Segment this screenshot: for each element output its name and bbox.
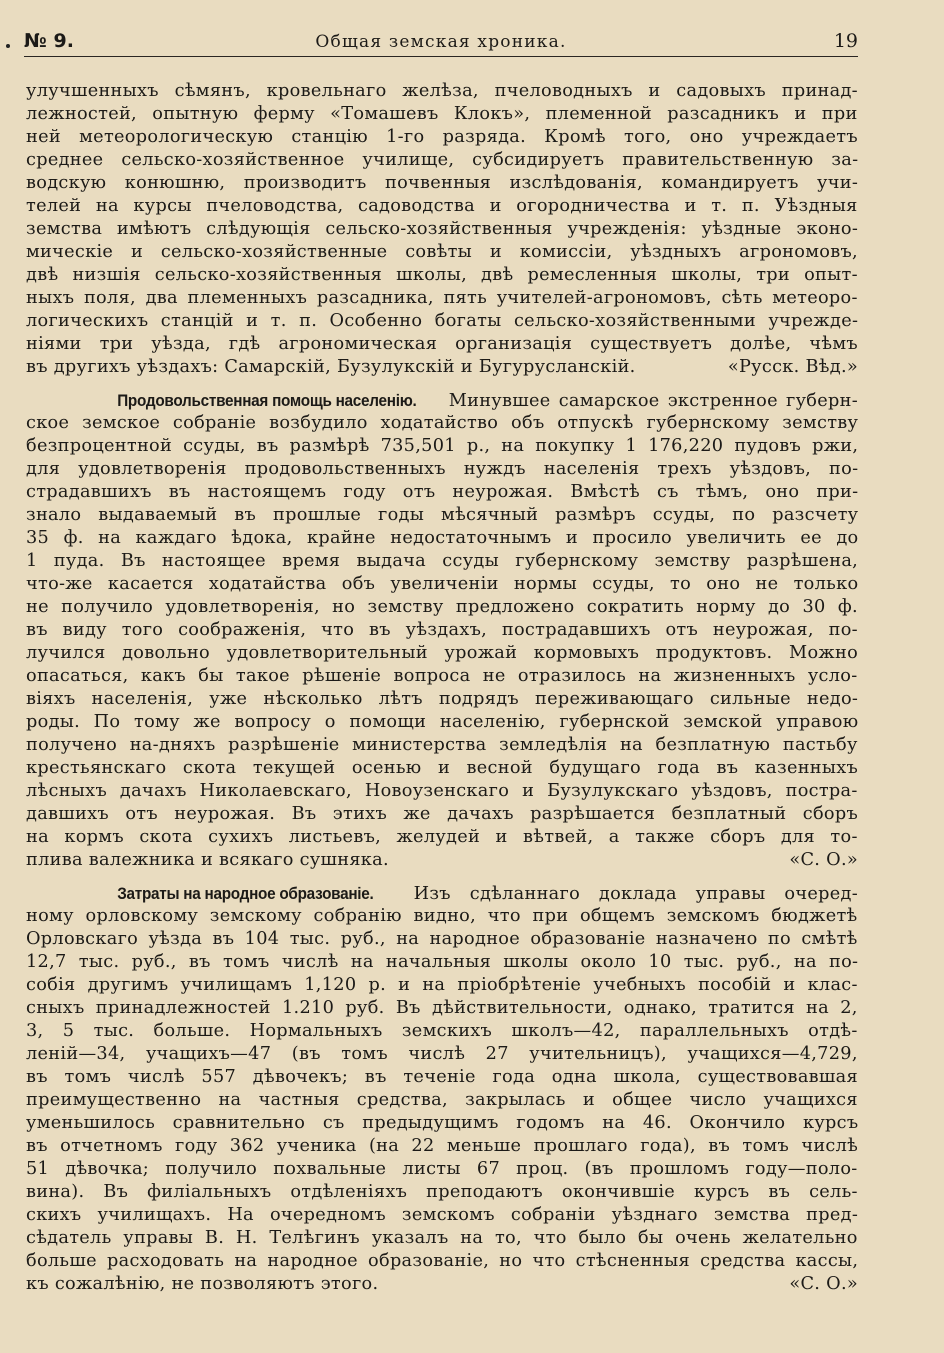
text-line: мическіе и сельско-хозяйственные совѣты и комиссіи, уѣздныхъ агрономовъ, — [26, 242, 858, 262]
text-line: страдавшихъ въ настоящемъ году отъ неурожая. Вмѣстѣ съ тѣмъ, оно при- — [26, 482, 859, 502]
text-line: ней метеорологическую станцію 1-го разряда. Кромѣ того, оно учреждаетъ — [26, 127, 858, 147]
last-line-text: къ сожалѣнію, не позволяютъ этого. — [26, 1274, 379, 1294]
text-line: не получило удовлетворенія, но земству предложено сократить норму до 30 ф. — [26, 597, 858, 617]
body-text — [26, 80, 858, 1296]
text-line: для удовлетворенія продовольственныхъ нуждъ населенія трехъ уѣздовъ, по- — [26, 459, 859, 479]
first-line-text: Изъ сдѣланнаго доклада управы очеред- — [413, 884, 858, 904]
text-line-last — [26, 1273, 858, 1296]
text-line: лежностей, опытную ферму «Томашевъ Клокъ», племенной разсадникъ и при — [26, 104, 858, 124]
text-line: въ отчетномъ году 362 ученика (на 22 меньше прошлаго года), въ томъ числѣ — [26, 1136, 859, 1156]
text-line-first — [26, 882, 858, 905]
text-line: земства имѣютъ слѣдующія сельско-хозяйственныя учрежденія: уѣздные эконо- — [26, 219, 859, 239]
text-line: знало выдаваемый въ прошлые годы мѣсячный размѣръ ссуды, по разсчету — [26, 505, 859, 525]
section-title: Общая земская хроника. — [315, 32, 567, 52]
text-line: давшихъ отъ неурожая. Въ этихъ же дачахъ разрѣшается безплатный сборъ — [26, 804, 859, 824]
text-line-last — [26, 356, 858, 379]
text-line: ское земское собраніе возбудило ходатайство объ отпускѣ губернскому земству — [26, 413, 859, 433]
last-line-text: плива валежника и всякаго сушняка. — [26, 850, 389, 870]
text-line: 12,7 тыс. руб., въ томъ числѣ на начальныя школы около 10 тыс. руб., на по- — [26, 952, 859, 972]
text-line: среднее сельско-хозяйственное училище, субсидируетъ правительственную за- — [26, 150, 859, 170]
text-line: уменьшилось сравнительно съ предыдущимъ годомъ на 46. Окончило курсъ — [26, 1113, 859, 1133]
text-line: больше расходовать на народное образованіе, но что стѣсненныя средства кассы, — [26, 1251, 859, 1271]
article-heading: Продовольственная помощь населенію. — [117, 391, 417, 410]
source-citation: «С. О.» — [789, 850, 858, 870]
text-line: ному орловскому земскому собранію видно, что при общемъ земскомъ бюджетѣ — [26, 906, 858, 926]
text-line: двѣ низшія сельско-хозяйственныя школы, двѣ ремесленныя школы, три опыт- — [26, 265, 858, 285]
text-line: 35 ф. на каждаго ѣдока, крайне недостаточнымъ и просило увеличить ее до — [26, 528, 859, 548]
text-line: Орловскаго уѣзда въ 104 тыс. руб., на народное образованіе назначено по смѣтѣ — [26, 929, 858, 949]
text-line: преимущественно на частныя средства, закрылась и общее число учащихся — [26, 1090, 858, 1110]
text-line: логическихъ станцій и т. п. Особенно богаты сельско-хозяйственными учрежде- — [26, 311, 859, 331]
text-line: опасаться, какъ бы такое рѣшеніе вопроса не отразилось на жизненныхъ усло- — [26, 666, 858, 686]
text-line: крестьянскаго скота текущей осенью и весной будущаго года въ казенныхъ — [26, 758, 859, 778]
text-line: въ томъ числѣ 557 дѣвочекъ; въ теченіе года одна школа, существовавшая — [26, 1067, 858, 1087]
text-line: віяхъ населенія, уже нѣсколько лѣтъ подрядъ переживающаго сильные недо- — [26, 689, 859, 709]
text-line: получено на-дняхъ разрѣшеніе министерства земледѣлія на безплатную пастьбу — [26, 735, 858, 755]
text-line: собія другимъ училищамъ 1,120 р. и на пріобрѣтеніе учебныхъ пособій и клас- — [26, 975, 858, 995]
page-mark — [6, 44, 10, 48]
text-line: ніями три уѣзда, гдѣ агрономическая организація существуетъ долѣе, чѣмъ — [26, 334, 858, 354]
last-line-text: въ другихъ уѣздахъ: Самарскій, Бузулукскій и Бугурусланскій. — [26, 357, 636, 377]
text-line: ныхъ поля, два племенныхъ разсадника, пять учителей-агрономовъ, сѣть метеоро- — [26, 288, 858, 308]
text-line: въ виду того соображенія, что въ уѣздахъ, пострадавшихъ отъ неурожая, по- — [26, 620, 858, 640]
paragraph-2 — [26, 389, 858, 872]
text-line: 3, 5 тыс. больше. Нормальныхъ земскихъ школъ—42, параллельныхъ отдѣ- — [26, 1021, 858, 1041]
first-line-text: Минувшее самарское экстренное губерн- — [448, 391, 858, 411]
text-line: телей на курсы пчеловодства, садоводства и огородничества и т. п. Уѣздныя — [26, 196, 858, 216]
text-line: сѣдатель управы В. Н. Телѣгинъ указалъ на то, что было бы очень желательно — [26, 1228, 858, 1248]
text-line-last — [26, 849, 858, 872]
text-line: на кормъ скота сухихъ листьевъ, желудей и вѣтвей, а также сборъ для то- — [26, 827, 858, 847]
text-line-first — [26, 389, 858, 412]
text-line: безпроцентной ссуды, въ размѣрѣ 735,501 р., на покупку 1 176,220 пудовъ ржи, — [26, 436, 859, 456]
paragraph-3 — [26, 882, 858, 1296]
text-line: вина). Въ филіальныхъ отдѣленіяхъ преподаютъ окончившіе курсъ въ сель- — [26, 1182, 858, 1202]
text-line: скихъ училищахъ. На очередномъ земскомъ собраніи уѣзднаго земства пред- — [26, 1205, 859, 1225]
issue-number: № 9. — [24, 30, 74, 52]
text-line: 1 пуда. Въ настоящее время выдача ссуды губернскому земству разрѣшена, — [26, 551, 859, 571]
paragraph-1 — [26, 80, 858, 379]
source-citation: «С. О.» — [789, 1274, 858, 1294]
text-line: сныхъ принадлежностей 1.210 руб. Въ дѣйствительности, однако, тратится на 2, — [26, 998, 858, 1018]
text-line: роды. По тому же вопросу о помощи населенію, губернской земской управою — [26, 712, 859, 732]
text-line: что-же касается ходатайства объ увеличеніи нормы ссуды, то оно не только — [26, 574, 859, 594]
text-line: улучшенныхъ сѣмянъ, кровельнаго желѣза, пчеловодныхъ и садовыхъ принад- — [26, 81, 858, 101]
source-citation: «Русск. Вѣд.» — [727, 357, 858, 377]
text-line: водскую конюшню, производитъ почвенныя изслѣдованія, командируетъ учи- — [26, 173, 859, 193]
text-line: леній—34, учащихъ—47 (въ томъ числѣ 27 учительницъ), учащихся—4,729, — [26, 1044, 858, 1064]
text-line: лучился довольно удовлетворительный урожай кормовыхъ продуктовъ. Можно — [26, 643, 859, 663]
page-number: 19 — [833, 30, 858, 52]
article-heading: Затраты на народное образованіе. — [117, 884, 374, 903]
running-header — [24, 26, 858, 57]
text-line: 51 дѣвочка; получило похвальные листы 67 проц. (въ прошломъ году—поло- — [26, 1159, 858, 1179]
text-line: лѣсныхъ дачахъ Николаевскаго, Новоузенскаго и Бузулукскаго уѣздовъ, постра- — [26, 781, 858, 801]
